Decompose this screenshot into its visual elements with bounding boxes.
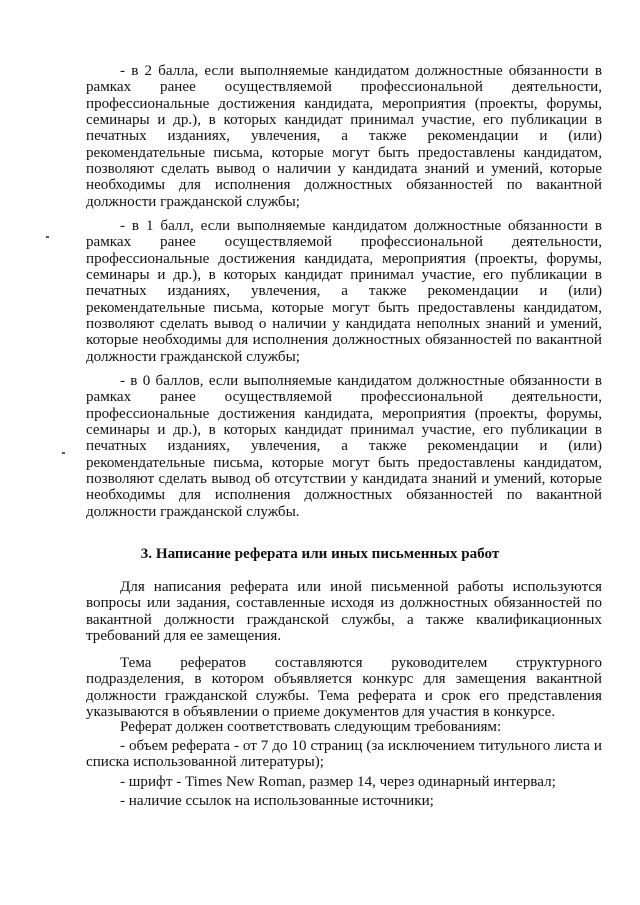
requirement-font: - шрифт - Times New Roman, размер 14, через одинарный интервал;	[120, 774, 556, 790]
paragraph-topic: Тема рефератов составляются руководителем структурного подразделения, в котором объявляется конкурс для замещения вакантной должности гражданской службы. Тема реферата и срок его представления указываются в объявлении о приеме документов для участия в конкурсе.	[86, 655, 602, 721]
requirement-volume: - объем реферата - от 7 до 10 страниц (за исключением титульного листа и списка использованной литературы);	[86, 738, 602, 771]
paragraph-2-points: - в 2 балла, если выполняемые кандидатом должностные обязанности в рамках ранее осуществляемой профессиональной деятельности, профессиональные достижения кандидата, мероприятия (проекты, форумы, семинары и др.), в которых кандидат принимал участие, его публикации в печатных изданиях, увлечения, а также рекомендации и (или) рекомендательные письма, которые могут быть предоставлены кандидатом, позволяют сделать вывод о наличии у кандидата знаний и умений, которые необходимы для исполнения должностных обязанностей по вакантной должности гражданской службы;	[86, 63, 602, 210]
paragraph-0-points: - в 0 баллов, если выполняемые кандидатом должностные обязанности в рамках ранее осуществляемой профессиональной деятельности, профессиональные достижения кандидата, мероприятия (проекты, форумы, семинары и др.), в которых кандидат принимал участие, его публикации в печатных изданиях, увлечения, а также рекомендации и (или) рекомендательные письма, которые могут быть предоставлены кандидатом, позволяют сделать вывод об отсутствии у кандидата знаний и умений, которые необходимы для исполнения должностных обязанностей по вакантной должности гражданской службы.	[86, 373, 602, 520]
scan-speck	[46, 236, 49, 238]
paragraph-1-point: - в 1 балл, если выполняемые кандидатом должностные обязанности в рамках ранее осуществляемой профессиональной деятельности, профессиональные достижения кандидата, мероприятия (проекты, форумы, семинары и др.), в которых кандидат принимал участие, его публикации в печатных изданиях, увлечения, а также рекомендации и (или) рекомендательные письма, которые могут быть предоставлены кандидатом, позволяют сделать вывод о наличии у кандидата неполных знаний и умений, которые необходимы для исполнения должностных обязанностей по вакантной должности гражданской службы;	[86, 218, 602, 365]
scan-speck	[62, 452, 65, 454]
paragraph-intro: Для написания реферата или иной письменной работы используются вопросы или задания, составленные исходя из должностных обязанностей по вакантной должности гражданской службы, а также квалификационных требований для ее замещения.	[86, 579, 602, 645]
requirement-references: - наличие ссылок на использованные источники;	[120, 793, 434, 809]
paragraph-requirements: Реферат должен соответствовать следующим требованиям:	[120, 719, 502, 735]
section-heading: 3. Написание реферата или иных письменных работ	[140, 546, 500, 562]
